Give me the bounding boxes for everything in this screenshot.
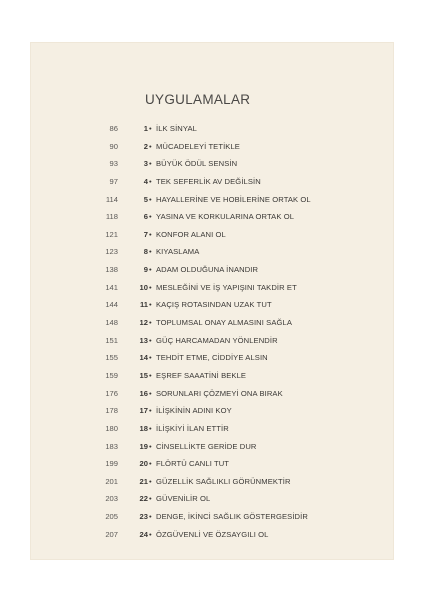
- toc-entry-title: GÜZELLİK SAĞLIKLI GÖRÜNMEKTİR: [156, 476, 291, 486]
- bullet-separator: •: [149, 300, 152, 310]
- toc-entry-title: CİNSELLİKTE GERİDE DUR: [156, 441, 257, 451]
- toc-entry: [30, 247, 394, 265]
- toc-entry-title: TEK SEFERLİK AV DEĞİLSİN: [156, 176, 261, 186]
- toc-entry: [30, 477, 394, 495]
- toc-entry: [30, 159, 394, 177]
- toc-page-number: 118: [105, 212, 118, 222]
- bullet-separator: •: [149, 494, 152, 504]
- bullet-separator: •: [149, 124, 152, 133]
- toc-entry-number: 17: [139, 406, 148, 416]
- toc-entry-number: 4: [143, 176, 148, 186]
- toc-entry-title: KAÇIŞ ROTASINDAN UZAK TUT: [156, 300, 272, 310]
- toc-entry-title: İLİŞKİYİ İLAN ETTİR: [156, 423, 229, 433]
- toc-entry-number: 21: [139, 476, 148, 486]
- bullet-separator: •: [149, 529, 152, 539]
- toc-page-number: 199: [105, 459, 118, 469]
- toc-entry-title: KIYASLAMA: [156, 247, 200, 257]
- toc-entry-number: 11: [139, 300, 148, 310]
- toc-entry-title: FLÖRTÜ CANLI TUT: [156, 459, 230, 469]
- toc-entry-title: YASINA VE KORKULARINA ORTAK OL: [156, 212, 295, 222]
- toc-entry-title: ADAM OLDUĞUNA İNANDIR: [156, 265, 259, 275]
- toc-entry-title: DENGE, İKİNCİ SAĞLIK GÖSTERGESİDİR: [156, 512, 308, 522]
- toc-entry-title: TEHDİT ETME, CİDDİYE ALSIN: [156, 353, 268, 363]
- toc-entry-number: 9: [143, 265, 148, 275]
- toc-entry: [30, 124, 394, 142]
- toc-page-number: 121: [105, 229, 118, 239]
- toc-entry-title: BÜYÜK ÖDÜL SENSİN: [156, 159, 238, 169]
- toc-entry: [30, 371, 394, 389]
- bullet-separator: •: [149, 194, 152, 204]
- toc-entry-number: 19: [139, 441, 148, 451]
- toc-entry-number: 14: [139, 353, 148, 363]
- bullet-separator: •: [149, 176, 152, 186]
- toc-page-number: 148: [105, 318, 118, 328]
- toc-page-number: 205: [105, 512, 118, 522]
- toc-entry-number: 20: [139, 459, 148, 469]
- toc-page-number: 207: [105, 529, 118, 539]
- toc-entry-number: 13: [139, 335, 148, 345]
- toc-page-number: 180: [105, 423, 118, 433]
- table-of-contents: [30, 124, 394, 547]
- toc-page-number: 178: [105, 406, 118, 416]
- toc-entry-number: 6: [143, 212, 148, 222]
- toc-entry: [30, 459, 394, 477]
- book-page: [30, 42, 394, 560]
- bullet-separator: •: [149, 441, 152, 451]
- bullet-separator: •: [149, 459, 152, 469]
- bullet-separator: •: [149, 282, 152, 292]
- toc-entry-title: GÜÇ HARCAMADAN YÖNLENDİR: [156, 335, 278, 345]
- toc-entry-title: SORUNLARI ÇÖZMEYİ ONA BIRAK: [156, 388, 283, 398]
- toc-entry-number: 2: [143, 141, 148, 151]
- toc-entry: [30, 512, 394, 530]
- bullet-separator: •: [149, 229, 152, 239]
- bullet-separator: •: [149, 406, 152, 416]
- toc-page-number: 155: [105, 353, 118, 363]
- toc-page-number: 144: [105, 300, 118, 310]
- toc-entry: [30, 336, 394, 354]
- bullet-separator: •: [149, 212, 152, 222]
- bullet-separator: •: [149, 353, 152, 363]
- bullet-separator: •: [149, 476, 152, 486]
- bullet-separator: •: [149, 388, 152, 398]
- toc-entry-title: İLK SİNYAL: [156, 124, 197, 133]
- toc-entry-number: 10: [139, 282, 148, 292]
- toc-entry: [30, 212, 394, 230]
- bullet-separator: •: [149, 512, 152, 522]
- toc-entry-title: HAYALLERİNE VE HOBİLERİNE ORTAK OL: [156, 194, 311, 204]
- toc-entry-number: 24: [139, 529, 148, 539]
- toc-page-number: 123: [105, 247, 118, 257]
- toc-entry: [30, 300, 394, 318]
- bullet-separator: •: [149, 335, 152, 345]
- toc-entry: [30, 389, 394, 407]
- toc-entry: [30, 177, 394, 195]
- toc-entry: [30, 353, 394, 371]
- toc-entry-title: İLİŞKİNİN ADINI KOY: [156, 406, 232, 416]
- bullet-separator: •: [149, 318, 152, 328]
- toc-entry-number: 16: [139, 388, 148, 398]
- toc-page-number: 176: [105, 388, 118, 398]
- toc-entry: [30, 230, 394, 248]
- toc-entry-number: 8: [143, 247, 148, 257]
- toc-entry: [30, 530, 394, 548]
- toc-entry-title: TOPLUMSAL ONAY ALMASINI SAĞLA: [156, 318, 292, 328]
- toc-entry: [30, 494, 394, 512]
- toc-page-number: 151: [105, 335, 118, 345]
- toc-page-number: 138: [105, 265, 118, 275]
- toc-page-number: 159: [105, 370, 118, 380]
- toc-entry: [30, 424, 394, 442]
- toc-entry-number: 5: [143, 194, 148, 204]
- toc-entry: [30, 283, 394, 301]
- toc-entry-number: 22: [139, 494, 148, 504]
- toc-page-number: 201: [105, 476, 118, 486]
- bullet-separator: •: [149, 265, 152, 275]
- bullet-separator: •: [149, 370, 152, 380]
- toc-page-number: 86: [109, 124, 118, 133]
- toc-entry-number: 7: [143, 229, 148, 239]
- bullet-separator: •: [149, 159, 152, 169]
- toc-entry-title: KONFOR ALANI OL: [156, 229, 226, 239]
- toc-page-number: 203: [105, 494, 118, 504]
- toc-entry-title: GÜVENİLİR OL: [156, 494, 211, 504]
- toc-entry-number: 23: [139, 512, 148, 522]
- toc-page-number: 114: [105, 194, 118, 204]
- toc-entry: [30, 265, 394, 283]
- toc-page-number: 141: [105, 282, 118, 292]
- toc-entry-number: 18: [139, 423, 148, 433]
- toc-page-number: 90: [109, 141, 118, 151]
- toc-entry: [30, 442, 394, 460]
- toc-entry-title: MESLEĞİNİ VE İŞ YAPIŞINI TAKDİR ET: [156, 282, 297, 292]
- toc-entry-number: 15: [139, 370, 148, 380]
- toc-entry-title: MÜCADELEYİ TETİKLE: [156, 141, 240, 151]
- toc-page-number: 183: [105, 441, 118, 451]
- toc-entry-number: 1: [143, 124, 148, 133]
- toc-entry: [30, 142, 394, 160]
- toc-entry: [30, 406, 394, 424]
- toc-entry-title: EŞREF SAAATİNİ BEKLE: [156, 370, 247, 380]
- toc-entry-number: 3: [143, 159, 148, 169]
- toc-entry-number: 12: [139, 318, 148, 328]
- bullet-separator: •: [149, 247, 152, 257]
- page-title: UYGULAMALAR: [145, 92, 251, 107]
- toc-page-number: 97: [109, 176, 118, 186]
- toc-page-number: 93: [109, 159, 118, 169]
- bullet-separator: •: [149, 423, 152, 433]
- toc-entry: [30, 195, 394, 213]
- bullet-separator: •: [149, 141, 152, 151]
- toc-entry-title: ÖZGÜVENLİ VE ÖZSAYGILI OL: [156, 529, 269, 539]
- toc-entry: [30, 318, 394, 336]
